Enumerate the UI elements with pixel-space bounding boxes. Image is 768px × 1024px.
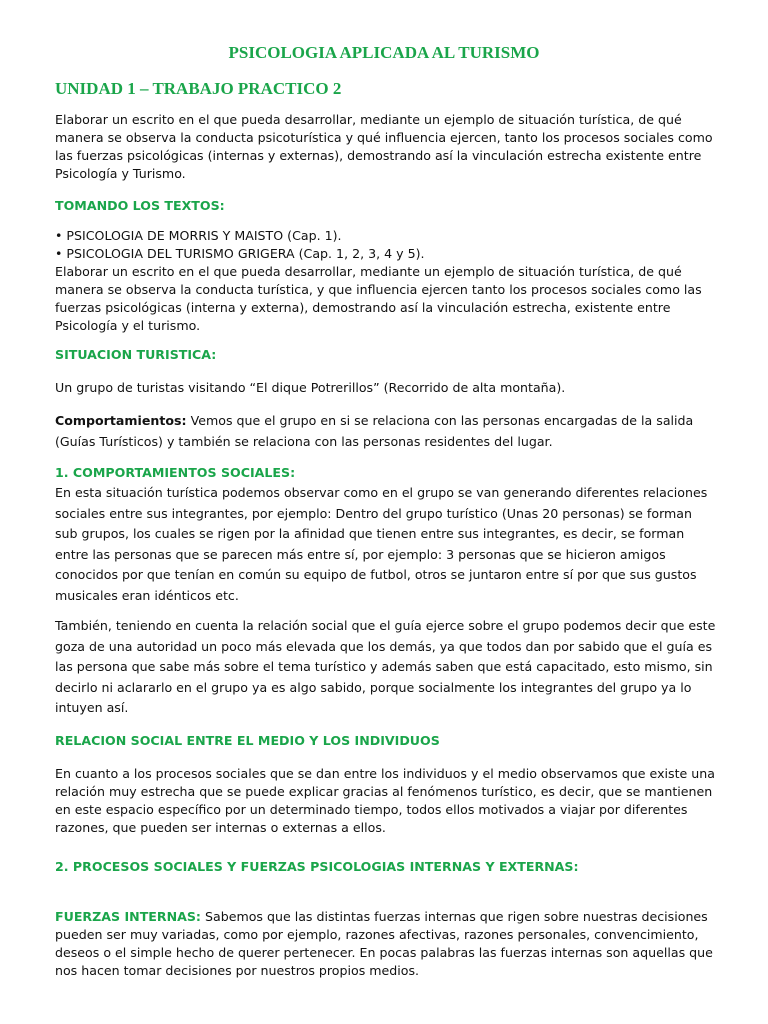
texts-paragraph: Elaborar un escrito en el que pueda desarrollar, mediante un ejemplo de situación turística, de qué manera se observa la conducta turística, y que influencia ejercen tanto los procesos sociales como las fuerzas psicológicas (interna y externa), demostrando así la vinculación estrecha, existente entre Psicología y el turismo.: [55, 264, 702, 333]
internal-forces-paragraph: [55, 908, 717, 980]
internal-forces-text: Sabemos que las distintas fuerzas internas que rigen sobre nuestras decisiones pueden ser muy variadas, como por ejemplo, razones afectivas, razones personales, convencimiento, deseos o el simple hecho de querer pertenecer. En pocas palabras las fuerzas internas son aquellas que nos hacen tomar decisiones por nuestros propios medios.: [55, 909, 713, 978]
social-heading: 1. COMPORTAMIENTOS SOCIALES:: [55, 465, 296, 480]
guide-paragraph: También, teniendo en cuenta la relación social que el guía ejerce sobre el grupo podemos decir que este goza de una autoridad un poco más elevada que los demás, ya que todos dan por sabido que el guía es las persona que sabe más sobre el tema turístico y además saben que está capacitado, esto mismo, sin decirlo ni aclararlo en el grupo ya es algo sabido, porque socialmente los integrantes del grupo ya lo intuyen así.: [55, 618, 716, 715]
situation-heading: SITUACION TURISTICA:: [55, 347, 217, 362]
environment-paragraph: En cuanto a los procesos sociales que se dan entre los individuos y el medio observamos que existe una relación muy estrecha que se puede explicar gracias al fenómenos turístico, es decir, que se mantienen en este espacio específico por un determinado tiempo, todos ellos motivados a viajar por diferentes razones, que pueden ser internas o externas a ellos.: [55, 766, 715, 835]
situation-paragraph: Un grupo de turistas visitando “El dique Potrerillos” (Recorrido de alta montaña).: [55, 380, 566, 395]
bullet-item-2: • PSICOLOGIA DEL TURISMO GRIGERA (Cap. 1, 2, 3, 4 y 5).: [55, 246, 425, 261]
internal-forces-label: FUERZAS INTERNAS:: [55, 909, 201, 924]
document-title: PSICOLOGIA APLICADA AL TURISMO: [228, 43, 540, 62]
behaviors-text: Vemos que el grupo en si se relaciona con las personas encargadas de la salida (Guías Turísticos) y también se relaciona con las personas residentes del lugar.: [55, 413, 694, 449]
environment-heading: RELACION SOCIAL ENTRE EL MEDIO Y LOS INDIVIDUOS: [55, 733, 440, 748]
texts-heading: TOMANDO LOS TEXTOS:: [55, 198, 225, 213]
texts-block: [55, 227, 717, 335]
intro-paragraph: Elaborar un escrito en el que pueda desarrollar, mediante un ejemplo de situación turística, de qué manera se observa la conducta psicoturística y qué influencia ejercen, tanto los procesos sociales como las fuerzas psicológicas (internas y externas), demostrando así la vinculación estrecha existente entre Psicología y Turismo.: [55, 112, 713, 181]
social-paragraph: En esta situación turística podemos observar como en el grupo se van generando diferentes relaciones sociales entre sus integrantes, por ejemplo: Dentro del grupo turístico (Unas 20 personas) se forman sub grupos, los cuales se rigen por la afinidad que tienen entre sus integrantes, es decir, se forman entre las personas que se parecen más entre sí, por ejemplo: 3 personas que se hicieron amigos conocidos por que tenían en común su equipo de futbol, otros se juntaron entre sí por que sus gustos musicales eran idénticos etc.: [55, 485, 708, 603]
behaviors-paragraph: [55, 411, 717, 452]
bullet-item-1: • PSICOLOGIA DE MORRIS Y MAISTO (Cap. 1).: [55, 228, 342, 243]
behaviors-label: Comportamientos:: [55, 413, 187, 428]
unit-heading: UNIDAD 1 – TRABAJO PRACTICO 2: [55, 79, 342, 98]
processes-heading: 2. PROCESOS SOCIALES Y FUERZAS PSICOLOGIAS INTERNAS Y EXTERNAS:: [55, 859, 579, 874]
